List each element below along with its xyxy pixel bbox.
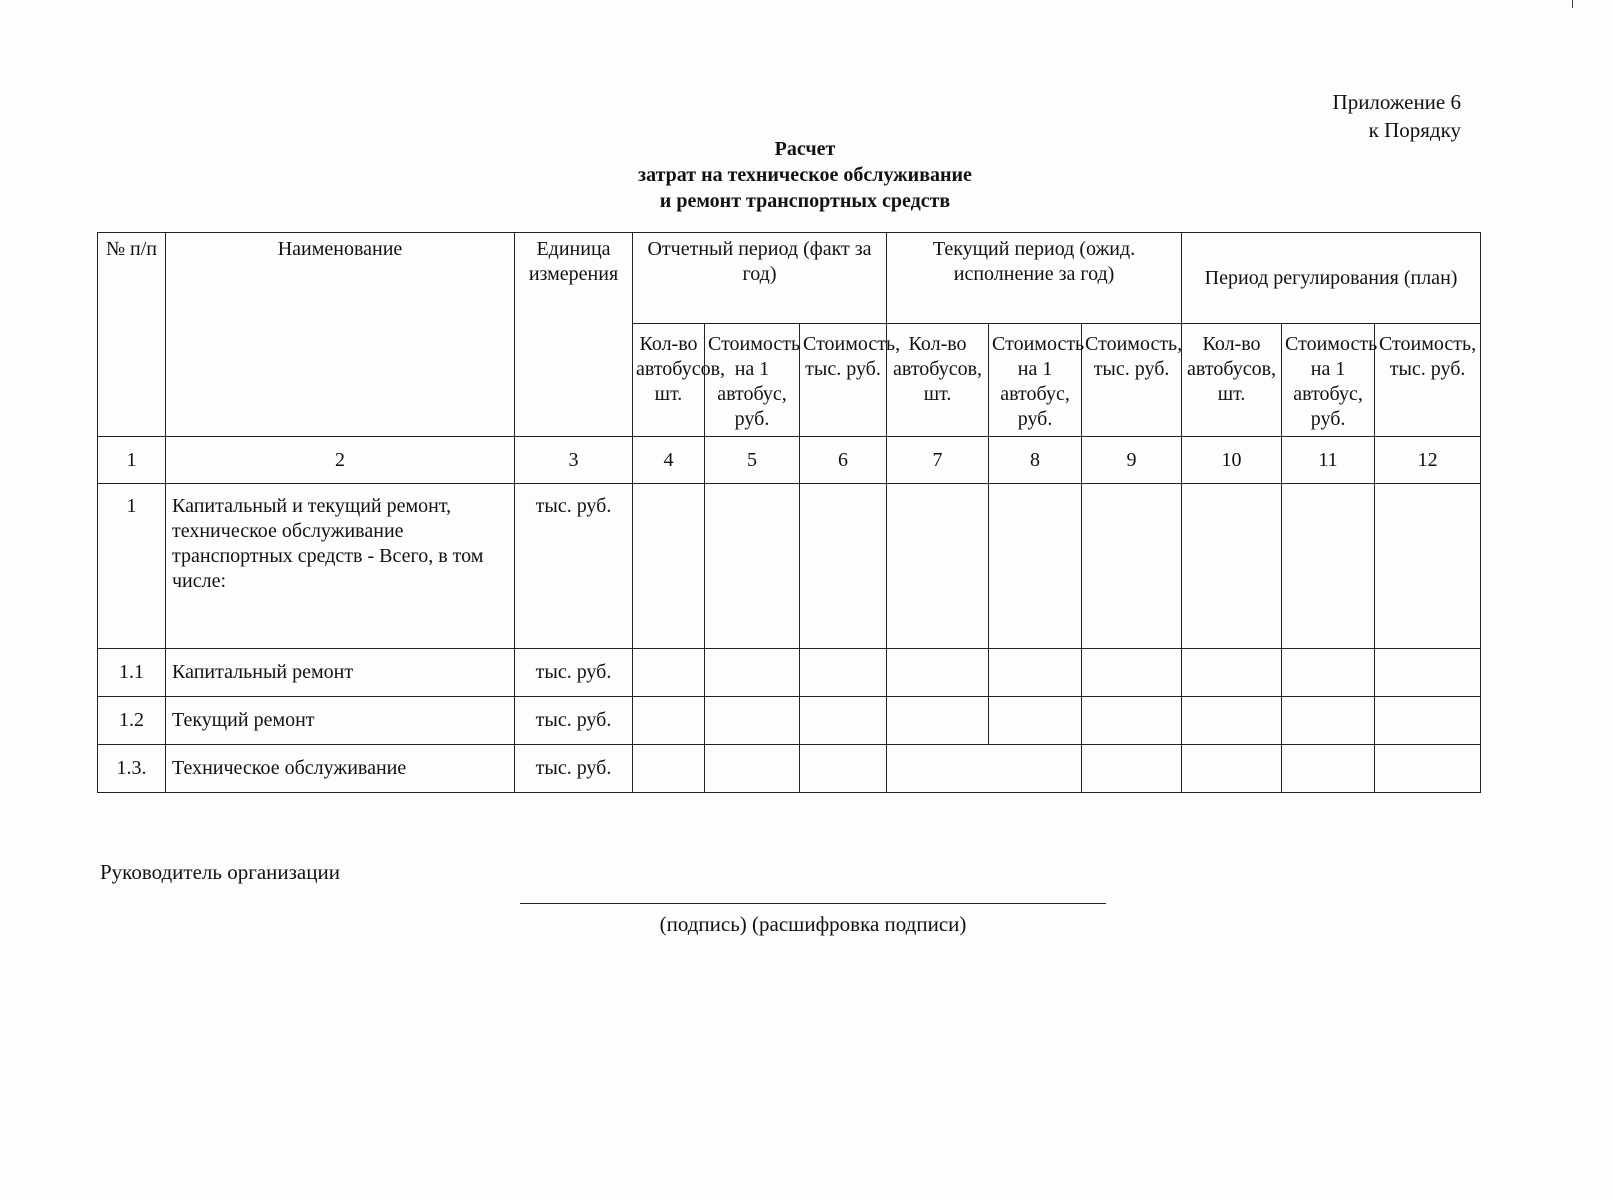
document-title: [555, 136, 1055, 214]
header-period-current: Текущий период (ожид. исполнение за год): [887, 233, 1182, 324]
header-row-1: [98, 233, 1481, 324]
subheader-reported-count: Кол-во автобусов, шт.: [633, 324, 705, 437]
empty-cell: [989, 697, 1082, 745]
empty-cell: [989, 484, 1082, 649]
empty-cell: [800, 484, 887, 649]
appendix-line-1: Приложение 6: [1332, 90, 1461, 114]
signature-caption: (подпись) (расшифровка подписи): [659, 912, 967, 936]
header-period-regulation: Период регулирования (план): [1182, 233, 1481, 324]
row-unit: тыс. руб.: [515, 697, 633, 745]
appendix-note: [1333, 88, 1461, 144]
title-line-1: Расчет: [774, 138, 836, 160]
empty-cell: [633, 697, 705, 745]
empty-cell: [887, 649, 989, 697]
empty-cell: [1182, 484, 1282, 649]
empty-cell: [989, 649, 1082, 697]
table-row: [98, 697, 1481, 745]
row-unit: тыс. руб.: [515, 745, 633, 793]
column-number: 10: [1182, 437, 1282, 484]
column-number-row: [98, 437, 1481, 484]
row-num: 1.2: [98, 697, 166, 745]
column-number: 1: [98, 437, 166, 484]
row-num: 1: [98, 484, 166, 649]
empty-cell: [800, 649, 887, 697]
signature-line: [520, 903, 1106, 904]
row-name: Текущий ремонт: [166, 697, 515, 745]
title-line-3: и ремонт транспортных средств: [659, 190, 951, 212]
empty-cell: [705, 697, 800, 745]
column-number: 11: [1282, 437, 1375, 484]
subheader-current-unit-cost: Стоимость на 1 автобус, руб.: [989, 324, 1082, 437]
empty-cell: [633, 484, 705, 649]
header-name: Наименование: [166, 233, 515, 437]
empty-cell: [705, 484, 800, 649]
page-edge-mark: [1572, 0, 1573, 8]
row-name: Капитальный ремонт: [166, 649, 515, 697]
empty-cell: [633, 649, 705, 697]
empty-cell: [1082, 745, 1182, 793]
cost-calculation-table: [97, 232, 1481, 793]
subheader-regulation-total: Стоимость, тыс. руб.: [1375, 324, 1481, 437]
subheader-reported-total: Стоимость, тыс. руб.: [800, 324, 887, 437]
empty-cell: [1182, 745, 1282, 793]
column-number: 4: [633, 437, 705, 484]
header-unit: Единица измерения: [515, 233, 633, 437]
empty-cell: [1282, 484, 1375, 649]
subheader-regulation-count: Кол-во автобусов, шт.: [1182, 324, 1282, 437]
empty-cell: [705, 745, 800, 793]
row-unit: тыс. руб.: [515, 484, 633, 649]
header-num: № п/п: [98, 233, 166, 437]
title-line-2: затрат на техническое обслуживание: [638, 164, 972, 186]
subheader-reported-unit-cost: Стоимость на 1 автобус, руб.: [705, 324, 800, 437]
signature-label: Руководитель организации: [100, 860, 340, 884]
column-number: 8: [989, 437, 1082, 484]
column-number: 7: [887, 437, 989, 484]
column-number: 5: [705, 437, 800, 484]
subheader-current-count: Кол-во автобусов, шт.: [887, 324, 989, 437]
empty-cell: [887, 484, 989, 649]
column-number: 3: [515, 437, 633, 484]
empty-cell: [1282, 649, 1375, 697]
empty-cell: [1375, 649, 1481, 697]
empty-cell: [800, 697, 887, 745]
empty-cell: [1082, 484, 1182, 649]
empty-cell: [1082, 697, 1182, 745]
row-name: Техническое обслуживание: [166, 745, 515, 793]
empty-cell: [1182, 649, 1282, 697]
table-row: [98, 484, 1481, 649]
column-number: 12: [1375, 437, 1481, 484]
appendix-line-2: к Порядку: [1368, 118, 1461, 142]
empty-cell: [1082, 649, 1182, 697]
row-unit: тыс. руб.: [515, 649, 633, 697]
empty-cell: [887, 697, 989, 745]
header-period-reported: Отчетный период (факт за год): [633, 233, 887, 324]
empty-cell: [1182, 697, 1282, 745]
empty-cell: [1375, 745, 1481, 793]
empty-cell: [705, 649, 800, 697]
empty-cell: [633, 745, 705, 793]
column-number: 2: [166, 437, 515, 484]
column-number: 9: [1082, 437, 1182, 484]
row-num: 1.1: [98, 649, 166, 697]
row-num: 1.3.: [98, 745, 166, 793]
column-number: 6: [800, 437, 887, 484]
empty-merged-cell: [887, 745, 1082, 793]
table-row: [98, 649, 1481, 697]
empty-cell: [1375, 697, 1481, 745]
empty-cell: [1282, 745, 1375, 793]
empty-cell: [1282, 697, 1375, 745]
row-name: Капитальный и текущий ремонт, техническое обслуживание транспортных средств - Всего, в том числе:: [166, 484, 515, 649]
empty-cell: [800, 745, 887, 793]
subheader-regulation-unit-cost: Стоимость на 1 автобус, руб.: [1282, 324, 1375, 437]
empty-cell: [1375, 484, 1481, 649]
subheader-current-total: Стоимость, тыс. руб.: [1082, 324, 1182, 437]
table-row: [98, 745, 1481, 793]
